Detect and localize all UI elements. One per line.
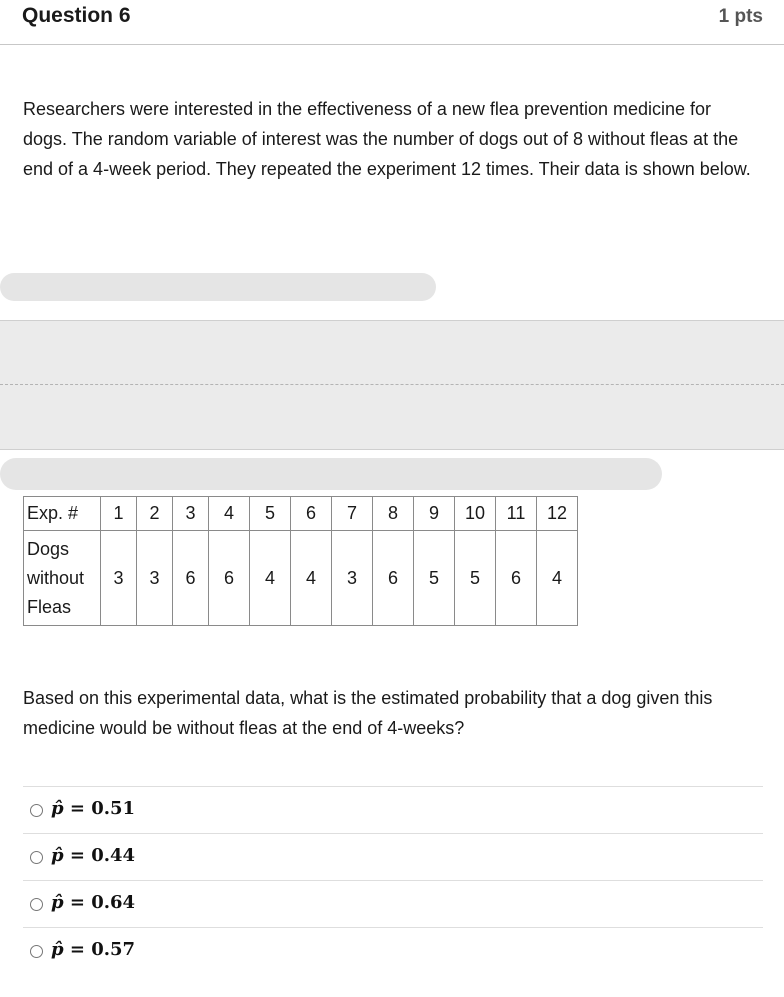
table-cell: 2 [137,497,173,531]
table-cell: 9 [414,497,455,531]
table-cell: 4 [291,531,332,626]
answer-option[interactable] [23,786,763,833]
row-header-exp: Exp. # [24,497,101,531]
redacted-block [0,320,784,450]
answer-value: = 0.51 [69,798,136,819]
table-cell: 4 [250,531,291,626]
table-cell: 5 [455,531,496,626]
answer-label[interactable] [51,892,135,913]
radio-button[interactable] [30,851,43,864]
answer-option[interactable] [23,927,763,974]
table-cell: 6 [173,531,209,626]
answer-option[interactable] [23,880,763,927]
p-hat-symbol: p̂ [51,939,64,960]
row-header-line: Dogs [27,538,70,559]
table-cell: 3 [137,531,173,626]
question-prompt: Researchers were interested in the effectiveness of a new flea prevention medicine for dogs. The random variable of interest was the number of dogs out of 8 without fleas at the end of a 4-week period. They repeated the experiment 12 times. Their data is shown below. [23,99,751,179]
table-cell: 4 [537,531,578,626]
answer-value: = 0.64 [69,892,136,913]
question-header [0,0,784,45]
answer-label[interactable] [51,939,135,960]
table-cell: 12 [537,497,578,531]
experiment-data-table [23,496,578,626]
table-cell: 3 [173,497,209,531]
answer-option[interactable] [23,833,763,880]
row-header-dogs [24,531,101,626]
question-text: Based on this experimental data, what is the estimated probability that a dog given this medicine would be without fleas at the end of 4-weeks? [23,688,713,738]
table-cell: 8 [373,497,414,531]
table-cell: 6 [496,531,537,626]
table-cell: 4 [209,497,250,531]
radio-button[interactable] [30,898,43,911]
table-cell: 5 [250,497,291,531]
p-hat-symbol: p̂ [51,845,64,866]
p-hat-symbol: p̂ [51,798,64,819]
table-cell: 6 [373,531,414,626]
redacted-text-bar [0,458,662,490]
table-cell: 5 [414,531,455,626]
answer-label[interactable] [51,845,135,866]
row-header-line: without [27,567,85,588]
table-cell: 10 [455,497,496,531]
table-cell: 11 [496,497,537,531]
radio-button[interactable] [30,804,43,817]
table-cell: 7 [332,497,373,531]
table-row [24,531,578,626]
table-cell: 6 [209,531,250,626]
question-title: Question 6 [22,4,131,27]
row-header-line: Fleas [27,596,72,617]
answer-label[interactable] [51,798,135,819]
table-cell: 1 [101,497,137,531]
answer-list [23,786,763,974]
table-cell: 3 [101,531,137,626]
p-hat-symbol: p̂ [51,892,64,913]
radio-button[interactable] [30,945,43,958]
table-cell: 3 [332,531,373,626]
table-row [24,497,578,531]
table-cell: 6 [291,497,332,531]
answer-value: = 0.44 [69,845,136,866]
answer-value: = 0.57 [69,939,136,960]
redacted-text-bar [0,273,436,301]
question-points: 1 pts [718,6,763,27]
